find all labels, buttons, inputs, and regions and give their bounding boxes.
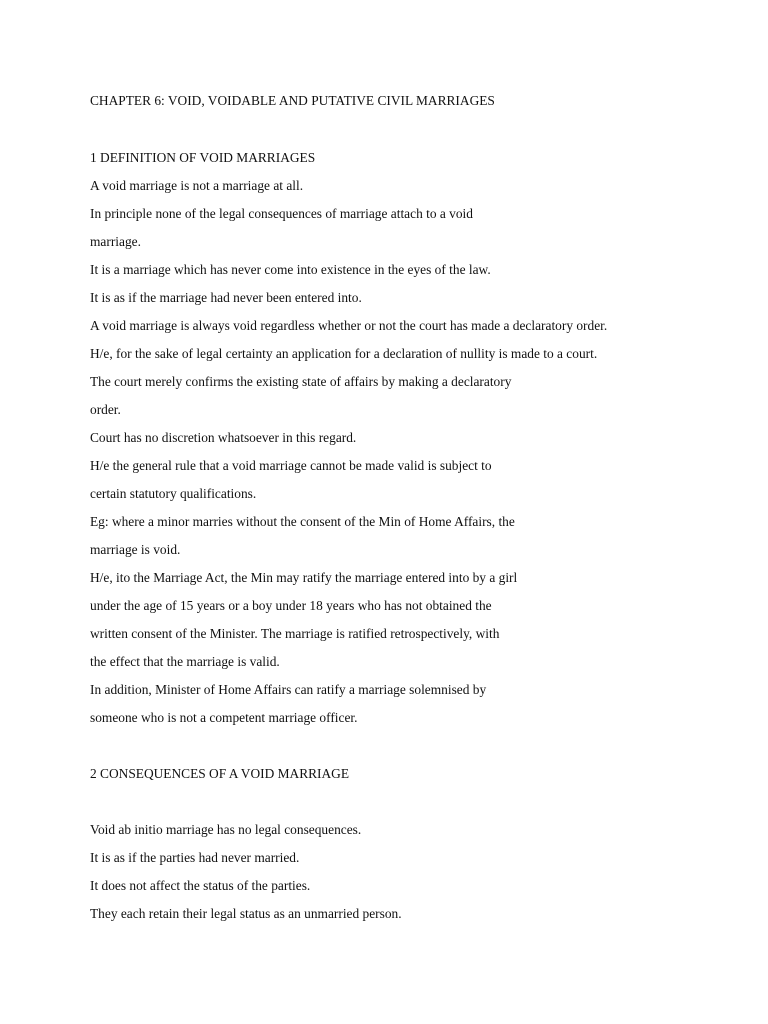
paragraph-line: A void marriage is always void regardless whether or not the court has made a declaratory order. [90, 318, 608, 333]
paragraph-line: Eg: where a minor marries without the consent of the Min of Home Affairs, the [90, 514, 515, 529]
paragraph-line: The court merely confirms the existing state of affairs by making a declaratory [90, 374, 512, 389]
paragraph-line: H/e the general rule that a void marriage cannot be made valid is subject to [90, 458, 492, 473]
paragraph-line: It does not affect the status of the parties. [90, 878, 311, 893]
paragraph-line: order. [90, 402, 121, 417]
paragraph-line: marriage. [90, 234, 141, 249]
paragraph-line: marriage is void. [90, 542, 181, 557]
paragraph-line: They each retain their legal status as an unmarried person. [90, 906, 402, 921]
paragraph-line: H/e, ito the Marriage Act, the Min may ratify the marriage entered into by a girl [90, 570, 518, 585]
paragraph-line: someone who is not a competent marriage officer. [90, 710, 358, 725]
chapter-title: CHAPTER 6: VOID, VOIDABLE AND PUTATIVE CIVIL MARRIAGES [90, 93, 495, 108]
section-heading-definition: 1 DEFINITION OF VOID MARRIAGES [90, 150, 316, 165]
paragraph-line: It is as if the parties had never married. [90, 850, 300, 865]
paragraph-line: under the age of 15 years or a boy under 18 years who has not obtained the [90, 598, 492, 613]
paragraph-line: It is a marriage which has never come into existence in the eyes of the law. [90, 262, 491, 277]
paragraph-line: A void marriage is not a marriage at all. [90, 178, 304, 193]
paragraph-line: H/e, for the sake of legal certainty an application for a declaration of nullity is made to a court. [90, 346, 598, 361]
paragraph-line: In addition, Minister of Home Affairs can ratify a marriage solemnised by [90, 682, 487, 697]
paragraph-line: Court has no discretion whatsoever in this regard. [90, 430, 357, 445]
paragraph-line: Void ab initio marriage has no legal consequences. [90, 822, 362, 837]
paragraph-line: written consent of the Minister. The marriage is ratified retrospectively, with [90, 626, 500, 641]
section-heading-consequences: 2 CONSEQUENCES OF A VOID MARRIAGE [90, 766, 350, 781]
paragraph-line: In principle none of the legal consequences of marriage attach to a void [90, 206, 473, 221]
paragraph-line: It is as if the marriage had never been entered into. [90, 290, 362, 305]
paragraph-line: certain statutory qualifications. [90, 486, 257, 501]
paragraph-line: the effect that the marriage is valid. [90, 654, 280, 669]
